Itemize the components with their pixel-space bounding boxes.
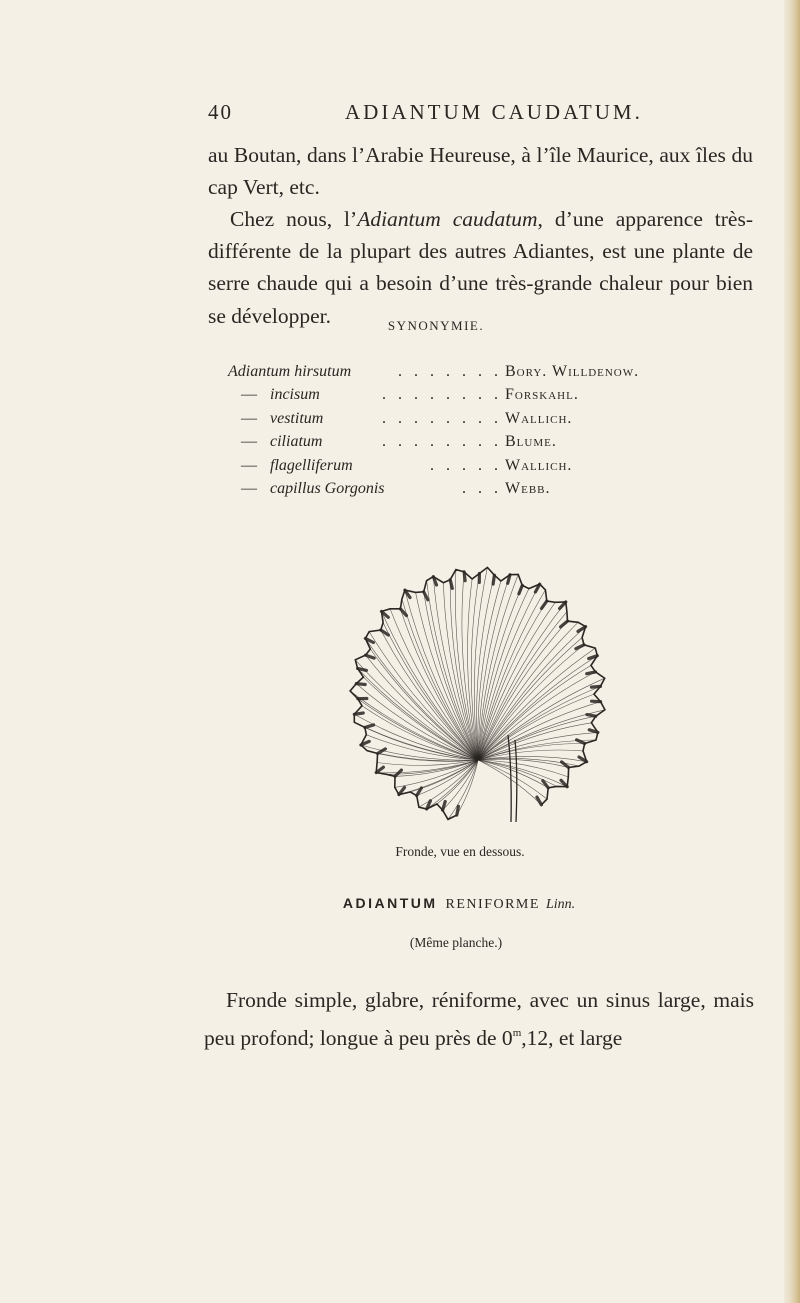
frond-sorus [561,780,567,786]
synonymy-table [228,360,708,500]
frond-sorus [424,592,428,600]
synonym-epithet: incisum [270,386,320,404]
frond-vein [376,760,478,773]
frond-sorus [587,672,596,674]
paragraph-1 [208,139,753,203]
synonym-author: Forskahl. [505,386,579,404]
running-header [208,100,753,130]
synonym-epithet: ciliatum [270,433,323,451]
synonym-author: Wallich. [505,456,573,474]
frond-sorus [587,715,596,717]
frond-sorus [457,806,459,815]
frond-sorus [365,725,374,728]
species-epithet: RENIFORME [445,897,540,912]
frond-illustration [328,555,628,830]
page-number: 40 [208,100,233,124]
frond-petiole-edge [515,740,517,822]
paragraph-2 [208,203,753,332]
synonym-dash: — [241,409,257,427]
synonym-leader-dots: . . . [462,479,502,497]
frond-sorus [356,684,365,685]
synonym-leader-dots: . . . . . . . . [382,386,502,404]
synonym-author: Wallich. [505,409,573,427]
frond-sorus [562,762,569,768]
synonym-dash: — [241,433,257,451]
synonym-name: Adiantum hirsutum [228,363,352,380]
frond-sorus [400,609,406,616]
running-title: ADIANTUM CAUDATUM. [345,100,643,124]
synonym-author: Webb. [505,479,551,497]
synonym-dash: — [241,479,257,497]
page-edge [784,0,800,1303]
synonym-row [228,360,708,383]
frond-sorus [537,797,542,805]
synonym-leader-dots: . . . . . [430,456,502,474]
frond-vein [366,655,478,760]
synonymy-heading: SYNONYMIE. [387,318,485,333]
paragraph-2-before: Chez nous, l’ [230,207,358,231]
synonym-row [228,430,708,453]
frond-sorus [395,770,401,776]
synonym-leader-dots: . . . . . . . . [382,409,502,427]
synonym-dash: — [241,386,257,404]
frond-vein [358,668,478,760]
synonym-leader-dots: . . . . . . . [398,363,502,380]
frond-sorus [576,645,584,649]
paragraph-3-unit: m [512,1027,522,1039]
frond-sorus [519,585,522,593]
species-genus: ADIANTUM [342,895,438,911]
paragraph-3 [204,984,754,1055]
paragraph-1-text: au Boutan, dans l’Arabie Heureuse, à l’île Maurice, aux îles du cap Vert, etc. [208,143,753,200]
synonym-epithet: flagelliferum [270,456,353,474]
synonym-row [228,477,708,500]
synonym-author: Blume. [505,433,557,451]
frond-sorus [366,655,375,658]
synonym-leader-dots: . . . . . . . . [382,433,502,451]
synonym-row [228,454,708,477]
species-author: Linn. [545,897,576,912]
frond-sorus [450,580,452,589]
species-heading [0,895,800,913]
synonym-epithet: capillus Gorgonis [270,479,385,497]
synonym-row [228,383,708,406]
synonym-row [228,407,708,430]
paragraph-3-before: Fronde simple, glabre, réniforme, avec un sinus large, mais peu profond; longue à peu près de 0 [204,988,754,1050]
frond-vein [400,609,478,760]
plate-note: (Même planche.) [409,935,503,950]
frond-vein [478,760,547,799]
synonym-epithet: vestitum [270,409,324,427]
synonym-dash: — [241,456,257,474]
frond-sorus [493,575,494,584]
frond-sorus [443,802,446,811]
frond-vein [478,686,600,760]
frond-vein [365,727,478,760]
paragraph-2-after: , d’une apparence très-différente de la plupart des autres Adiantes, est une plante de serre chaude qui a besoin d’une très-grande chaleur pour bien se développer. [208,207,753,328]
frond-sorus [542,601,547,608]
frond-sorus [561,621,568,627]
synonym-author: Bory. Willdenow. [505,363,640,380]
paragraph-3-after: ,12, et large [521,1026,623,1050]
paragraph-2-species: Adiantum caudatum [357,207,538,231]
figure-caption: Fronde, vue en dessous. [395,844,525,859]
frond-vein [450,580,478,760]
